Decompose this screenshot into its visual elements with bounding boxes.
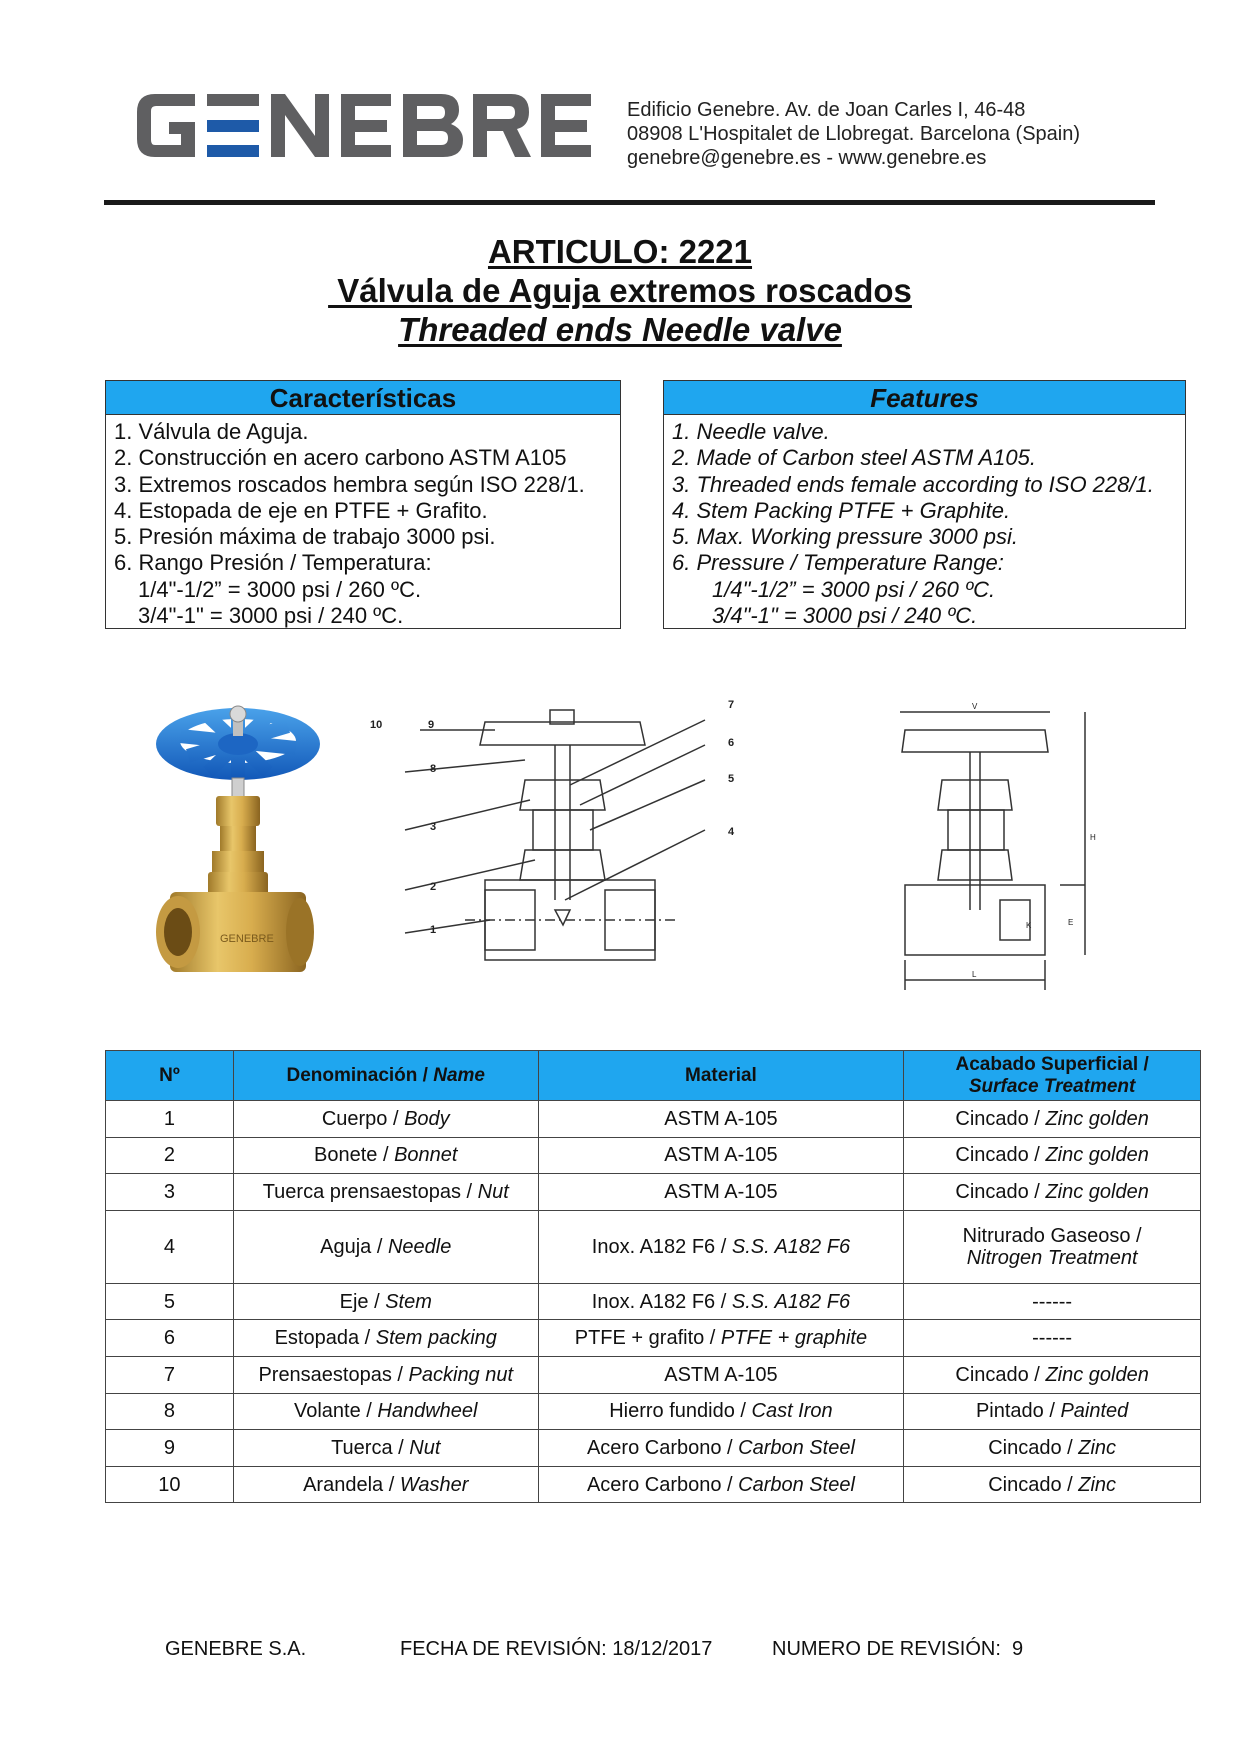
cell-number: 9: [106, 1430, 234, 1467]
valve-photo-illustration: [148, 696, 323, 981]
cell-finish: Cincado / Zinc: [904, 1466, 1201, 1503]
list-item: 4. Estopada de eje en PTFE + Grafito.: [114, 497, 488, 523]
cell-finish: Cincado / Zinc golden: [904, 1174, 1201, 1211]
dimension-drawing: [900, 700, 1140, 1010]
cell-material: Inox. A182 F6 / S.S. A182 F6: [538, 1283, 904, 1320]
cell-material: Acero Carbono / Carbon Steel: [538, 1466, 904, 1503]
cell-name: Bonete / Bonnet: [233, 1137, 538, 1174]
cell-name: Tuerca prensaestopas / Nut: [233, 1174, 538, 1211]
cell-material: ASTM A-105: [538, 1137, 904, 1174]
cell-name: Tuerca / Nut: [233, 1430, 538, 1467]
table-row: [106, 1174, 1201, 1211]
list-item: 5. Presión máxima de trabajo 3000 psi.: [114, 524, 496, 550]
product-photo: [148, 696, 323, 981]
table-row: [106, 1283, 1201, 1320]
cell-finish: ------: [904, 1320, 1201, 1357]
company-logo: [133, 88, 593, 163]
caracteristicas-box: [105, 380, 621, 629]
genebre-logo-graphic: [133, 88, 593, 163]
list-item: 1. Válvula de Aguja.: [114, 419, 309, 444]
col-header-material: Material: [538, 1051, 904, 1101]
cell-material: ASTM A-105: [538, 1356, 904, 1393]
features-heading: Features: [664, 381, 1185, 415]
callout-label: 6: [728, 737, 735, 749]
article-number: ARTICULO: 2221: [487, 233, 753, 270]
callout-label: 8: [430, 763, 437, 775]
list-item: 2. Made of Carbon steel ASTM A105.: [672, 445, 1036, 471]
cell-number: 1: [106, 1101, 234, 1138]
callout-label: 9: [428, 719, 435, 731]
title-spanish: Válvula de Aguja extremos roscados: [328, 272, 912, 309]
list-item: 5. Max. Working pressure 3000 psi.: [672, 524, 1019, 550]
table-row: [106, 1101, 1201, 1138]
cell-number: 7: [106, 1356, 234, 1393]
callout-label: 4: [728, 826, 735, 838]
dimension-label: E: [1068, 918, 1074, 927]
list-item: 3. Extremos roscados hembra según ISO 228/1.: [114, 471, 585, 497]
photo-brand-mark: GENEBRE: [220, 933, 274, 945]
cell-finish: ------: [904, 1283, 1201, 1320]
cell-number: 4: [106, 1210, 234, 1283]
cell-material: Hierro fundido / Cast Iron: [538, 1393, 904, 1430]
document-title: [0, 232, 1240, 349]
table-row: [106, 1137, 1201, 1174]
col-header-name: Denominación / Name: [233, 1051, 538, 1101]
table-row: [106, 1320, 1201, 1357]
list-item: 3/4"-1" = 3000 psi / 240 ºC.: [712, 603, 978, 629]
cell-number: 2: [106, 1137, 234, 1174]
cell-name: Aguja / Needle: [233, 1210, 538, 1283]
cell-name: Cuerpo / Body: [233, 1101, 538, 1138]
cell-name: Arandela / Washer: [233, 1466, 538, 1503]
cell-finish: Cincado / Zinc: [904, 1430, 1201, 1467]
callout-label: 10: [370, 719, 383, 731]
header-divider: [104, 200, 1155, 205]
footer-revision-date: FECHA DE REVISIÓN: 18/12/2017: [400, 1638, 713, 1660]
features-box: [663, 380, 1186, 629]
footer-revision-number: NUMERO DE REVISIÓN: 9: [772, 1638, 1024, 1660]
company-address: [627, 98, 1080, 170]
table-header-row: [106, 1051, 1201, 1101]
cell-number: 5: [106, 1283, 234, 1320]
cell-number: 10: [106, 1466, 234, 1503]
callout-label: 5: [728, 773, 735, 785]
table-row: [106, 1356, 1201, 1393]
callout-label: 2: [430, 881, 437, 893]
list-item: 1/4"-1/2” = 3000 psi / 260 ºC.: [138, 576, 422, 602]
caracteristicas-list: [106, 415, 620, 629]
cell-material: Inox. A182 F6 / S.S. A182 F6: [538, 1210, 904, 1283]
cell-finish: Cincado / Zinc golden: [904, 1356, 1201, 1393]
sectional-drawing-graphic: [365, 700, 765, 985]
address-line-2: 08908 L'Hospitalet de Llobregat. Barcelona (Spain): [627, 123, 1081, 145]
cell-finish: Cincado / Zinc golden: [904, 1137, 1201, 1174]
cell-name: Prensaestopas / Packing nut: [233, 1356, 538, 1393]
dimension-label: K: [1026, 921, 1032, 930]
cell-material: ASTM A-105: [538, 1101, 904, 1138]
address-line-3: genebre@genebre.es - www.genebre.es: [627, 147, 987, 169]
list-item: 2. Construcción en acero carbono ASTM A105: [114, 445, 567, 471]
dimension-label: L: [972, 970, 977, 979]
table-row: [106, 1430, 1201, 1467]
list-item: 3. Threaded ends female according to ISO 228/1.: [672, 471, 1154, 497]
cell-number: 6: [106, 1320, 234, 1357]
cell-material: ASTM A-105: [538, 1174, 904, 1211]
list-item: 1/4"-1/2” = 3000 psi / 260 ºC.: [712, 576, 996, 602]
table-row: [106, 1393, 1201, 1430]
list-item: 6. Pressure / Temperature Range:: [672, 550, 1004, 576]
cell-name: Estopada / Stem packing: [233, 1320, 538, 1357]
table-row: [106, 1466, 1201, 1503]
parts-table: [105, 1050, 1201, 1503]
list-item: 3/4"-1" = 3000 psi / 240 ºC.: [138, 603, 404, 629]
cell-material: Acero Carbono / Carbon Steel: [538, 1430, 904, 1467]
footer-company: GENEBRE S.A.: [165, 1638, 307, 1660]
features-list: [664, 415, 1185, 629]
col-header-finish: Acabado Superficial / Surface Treatment: [904, 1051, 1201, 1101]
sectional-drawing: [365, 700, 765, 985]
list-item: 1. Needle valve.: [672, 419, 830, 444]
cell-number: 8: [106, 1393, 234, 1430]
cell-finish: Nitrurado Gaseoso / Nitrogen Treatment: [904, 1210, 1201, 1283]
caracteristicas-heading: Características: [106, 381, 620, 415]
callout-label: 1: [430, 924, 437, 936]
dimension-label: V: [972, 702, 978, 711]
table-row: [106, 1210, 1201, 1283]
cell-name: Eje / Stem: [233, 1283, 538, 1320]
cell-finish: Cincado / Zinc golden: [904, 1101, 1201, 1138]
cell-number: 3: [106, 1174, 234, 1211]
col-header-number: Nº: [106, 1051, 234, 1101]
address-line-1: Edificio Genebre. Av. de Joan Carles I, 46-48: [627, 99, 1026, 121]
cell-name: Volante / Handwheel: [233, 1393, 538, 1430]
title-english: Threaded ends Needle valve: [398, 311, 842, 348]
cell-finish: Pintado / Painted: [904, 1393, 1201, 1430]
list-item: 4. Stem Packing PTFE + Graphite.: [672, 497, 1011, 523]
cell-material: PTFE + grafito / PTFE + graphite: [538, 1320, 904, 1357]
callout-label: 3: [430, 821, 437, 833]
callout-label: 7: [728, 700, 735, 711]
dimension-label: H: [1090, 833, 1096, 842]
list-item: 6. Rango Presión / Temperatura:: [114, 550, 432, 576]
dimension-drawing-graphic: [900, 700, 1140, 1010]
